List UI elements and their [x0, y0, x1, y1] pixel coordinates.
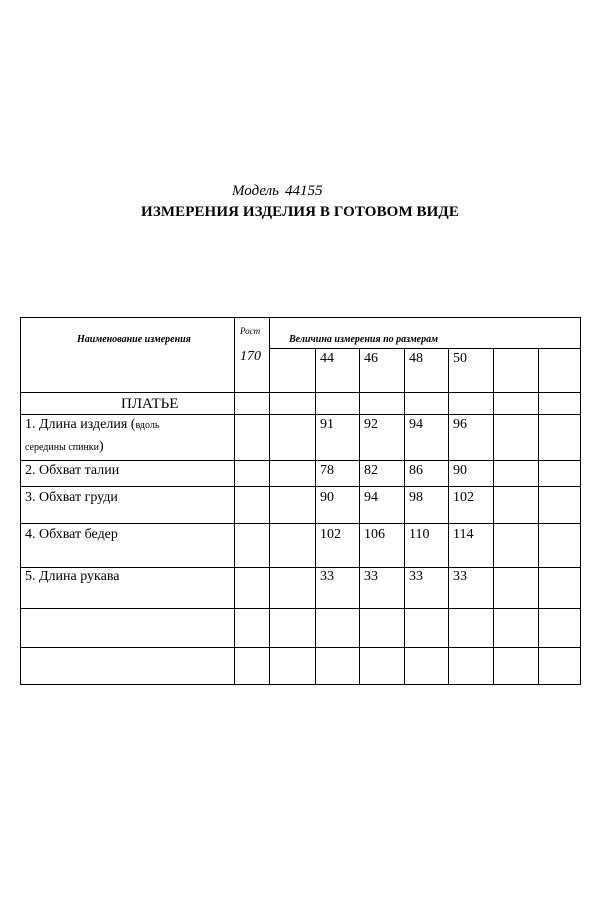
- size-46: 46: [364, 351, 378, 366]
- row-3-value-48: 98: [409, 490, 423, 505]
- row-5-value-46: 33: [364, 569, 378, 584]
- row-1-note-cont: [25, 440, 104, 454]
- row-4-name: 4. Обхват бедер: [25, 527, 118, 542]
- row-3-name: 3. Обхват груди: [25, 490, 118, 505]
- row-3-value-50: 102: [453, 490, 474, 505]
- grid-line: [21, 414, 581, 415]
- row-4-value-48: 110: [409, 527, 430, 542]
- row-1-note-line1: вдоль: [135, 420, 160, 431]
- height-value: 170: [240, 349, 261, 364]
- row-1-note-close: ): [99, 439, 104, 454]
- row-3-value-44: 90: [320, 490, 334, 505]
- grid-line: [359, 348, 360, 685]
- grid-line: [269, 318, 270, 685]
- row-2-value-50: 90: [453, 463, 467, 478]
- document-title: ИЗМЕРЕНИЯ ИЗДЕЛИЯ В ГОТОВОМ ВИДЕ: [141, 204, 459, 220]
- row-5-value-50: 33: [453, 569, 467, 584]
- grid-line: [234, 318, 235, 685]
- row-2-value-44: 78: [320, 463, 334, 478]
- section-label: ПЛАТЬЕ: [121, 396, 179, 412]
- grid-line: [493, 348, 494, 685]
- row-1-value-44: 91: [320, 417, 334, 432]
- measurement-table: [20, 317, 581, 685]
- size-50: 50: [453, 351, 467, 366]
- grid-line: [404, 348, 405, 685]
- size-44: 44: [320, 351, 334, 366]
- grid-line: [269, 348, 581, 349]
- grid-line: [21, 608, 581, 609]
- col-name-header: Наименование измерения: [77, 334, 191, 345]
- model-number: 44155: [285, 183, 323, 199]
- sizes-header: Величина измерения по размерам: [289, 334, 438, 345]
- row-1-label: 1. Длина изделия: [25, 417, 128, 432]
- row-2-name: 2. Обхват талии: [25, 463, 120, 478]
- row-1-note-open: (: [130, 417, 136, 432]
- row-2-value-46: 82: [364, 463, 378, 478]
- row-1-value-48: 94: [409, 417, 423, 432]
- grid-line: [21, 486, 581, 487]
- model-line: [232, 183, 323, 200]
- row-3-value-46: 94: [364, 490, 378, 505]
- row-4-value-46: 106: [364, 527, 385, 542]
- grid-line: [21, 647, 581, 648]
- col-height-header: Рост: [240, 326, 261, 336]
- row-2-value-48: 86: [409, 463, 423, 478]
- size-48: 48: [409, 351, 423, 366]
- model-label: Модель: [232, 183, 280, 199]
- row-5-value-44: 33: [320, 569, 334, 584]
- row-1-value-50: 96: [453, 417, 467, 432]
- row-5-value-48: 33: [409, 569, 423, 584]
- grid-line: [448, 348, 449, 685]
- grid-line: [21, 460, 581, 461]
- row-4-value-50: 114: [453, 527, 474, 542]
- row-1-value-46: 92: [364, 417, 378, 432]
- grid-line: [315, 348, 316, 685]
- grid-line: [538, 348, 539, 685]
- grid-line: [21, 392, 581, 393]
- row-4-value-44: 102: [320, 527, 341, 542]
- row-1-name: [25, 418, 159, 432]
- grid-line: [21, 523, 581, 524]
- row-5-name: 5. Длина рукава: [25, 569, 120, 584]
- grid-line: [21, 567, 581, 568]
- row-1-note-line2: середины спинки: [25, 442, 100, 453]
